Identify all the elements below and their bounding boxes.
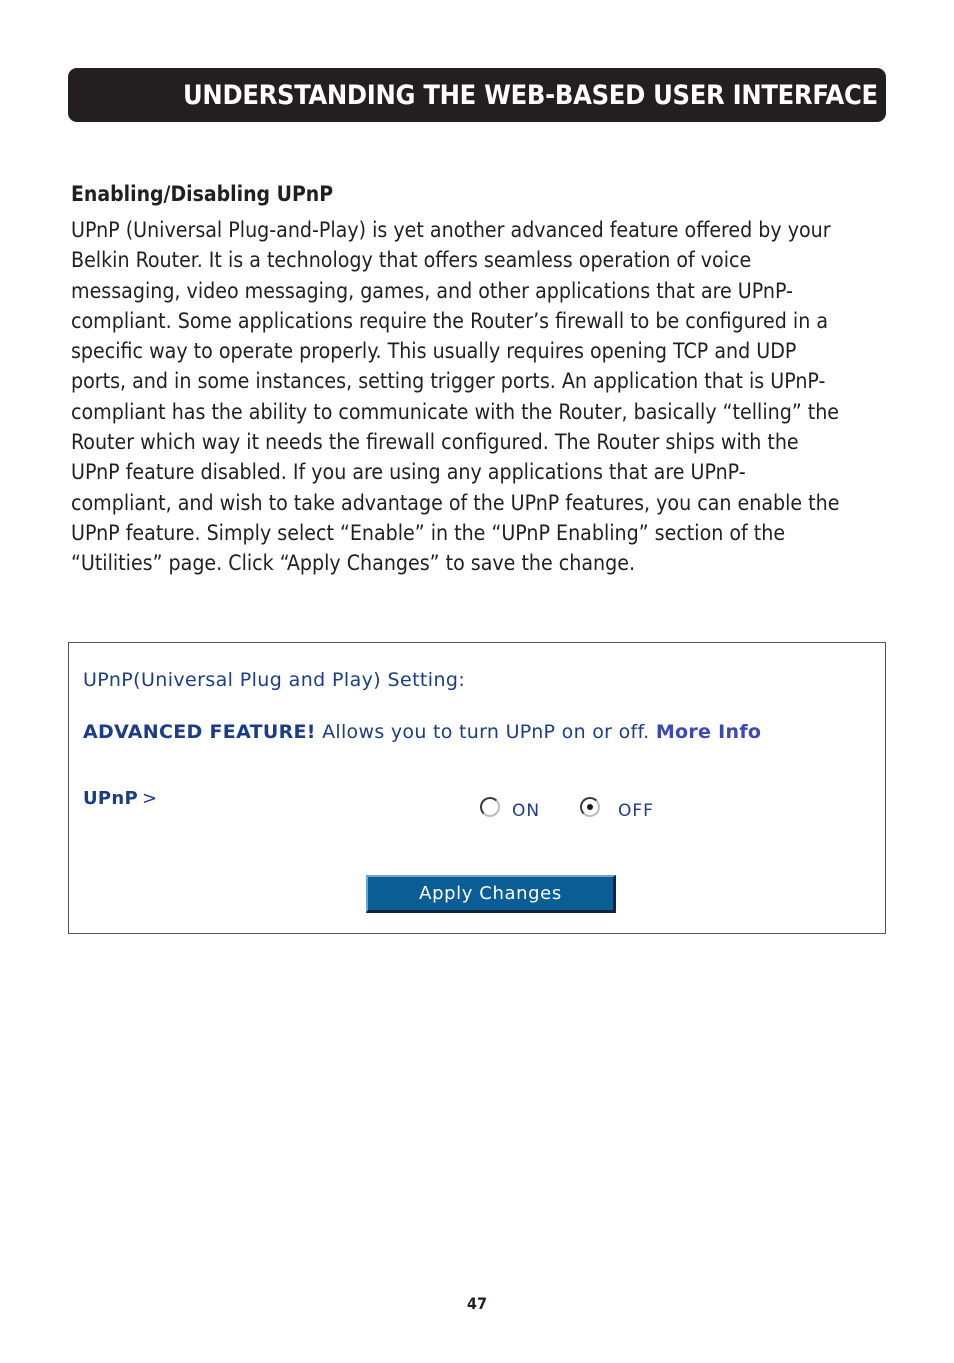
panel-title: UPnP(Universal Plug and Play) Setting:: [83, 669, 466, 691]
body-line: compliant, and wish to take advantage of the UPnP features, you can enable the: [71, 489, 840, 515]
upnp-label-text: UPnP: [83, 788, 139, 809]
body-paragraph: [71, 215, 891, 579]
more-info-link[interactable]: More Info: [655, 721, 762, 743]
advanced-feature-text: Allows you to turn UPnP on or off.: [315, 721, 656, 743]
section-header-title: UNDERSTANDING THE WEB-BASED USER INTERFACE: [183, 80, 878, 111]
radio-selected-dot: [587, 804, 593, 810]
body-line: ports, and in some instances, setting trigger ports. An application that is UPnP-: [71, 368, 826, 394]
upnp-on-option[interactable]: [480, 801, 540, 821]
body-line: UPnP (Universal Plug-and-Play) is yet another advanced feature offered by your: [71, 217, 831, 242]
section-heading: Enabling/Disabling UPnP: [71, 182, 334, 206]
advanced-feature-line: [83, 721, 761, 743]
body-line: compliant has the ability to communicate with the Router, basically “telling” the: [71, 398, 840, 424]
body-line: Belkin Router. It is a technology that offers seamless operation of voice: [71, 247, 752, 273]
page-number: 47: [466, 1294, 488, 1313]
upnp-field-label: [83, 788, 157, 809]
upnp-settings-panel: [68, 642, 886, 934]
body-line: specific way to operate properly. This usually requires opening TCP and UDP: [71, 338, 797, 364]
body-line: Router which way it needs the firewall configured. The Router ships with the: [71, 429, 799, 455]
section-header-bar: [68, 68, 886, 122]
upnp-label-arrow: >: [142, 788, 158, 809]
body-line: messaging, video messaging, games, and other applications that are UPnP-: [71, 277, 793, 303]
body-line: compliant. Some applications require the Router’s firewall to be configured in a: [71, 307, 829, 333]
radio-on[interactable]: [480, 797, 500, 817]
radio-on-label[interactable]: ON: [512, 801, 541, 821]
apply-changes-button[interactable]: Apply Changes: [366, 875, 616, 913]
body-line: “Utilities” page. Click “Apply Changes” to save the change.: [71, 550, 636, 576]
upnp-off-option[interactable]: [580, 801, 654, 821]
body-line: UPnP feature disabled. If you are using any applications that are UPnP-: [71, 459, 746, 485]
body-line: UPnP feature. Simply select “Enable” in the “UPnP Enabling” section of the: [71, 519, 786, 545]
advanced-feature-label: ADVANCED FEATURE!: [83, 721, 316, 743]
radio-off[interactable]: [580, 797, 600, 817]
radio-off-label[interactable]: OFF: [618, 801, 654, 821]
